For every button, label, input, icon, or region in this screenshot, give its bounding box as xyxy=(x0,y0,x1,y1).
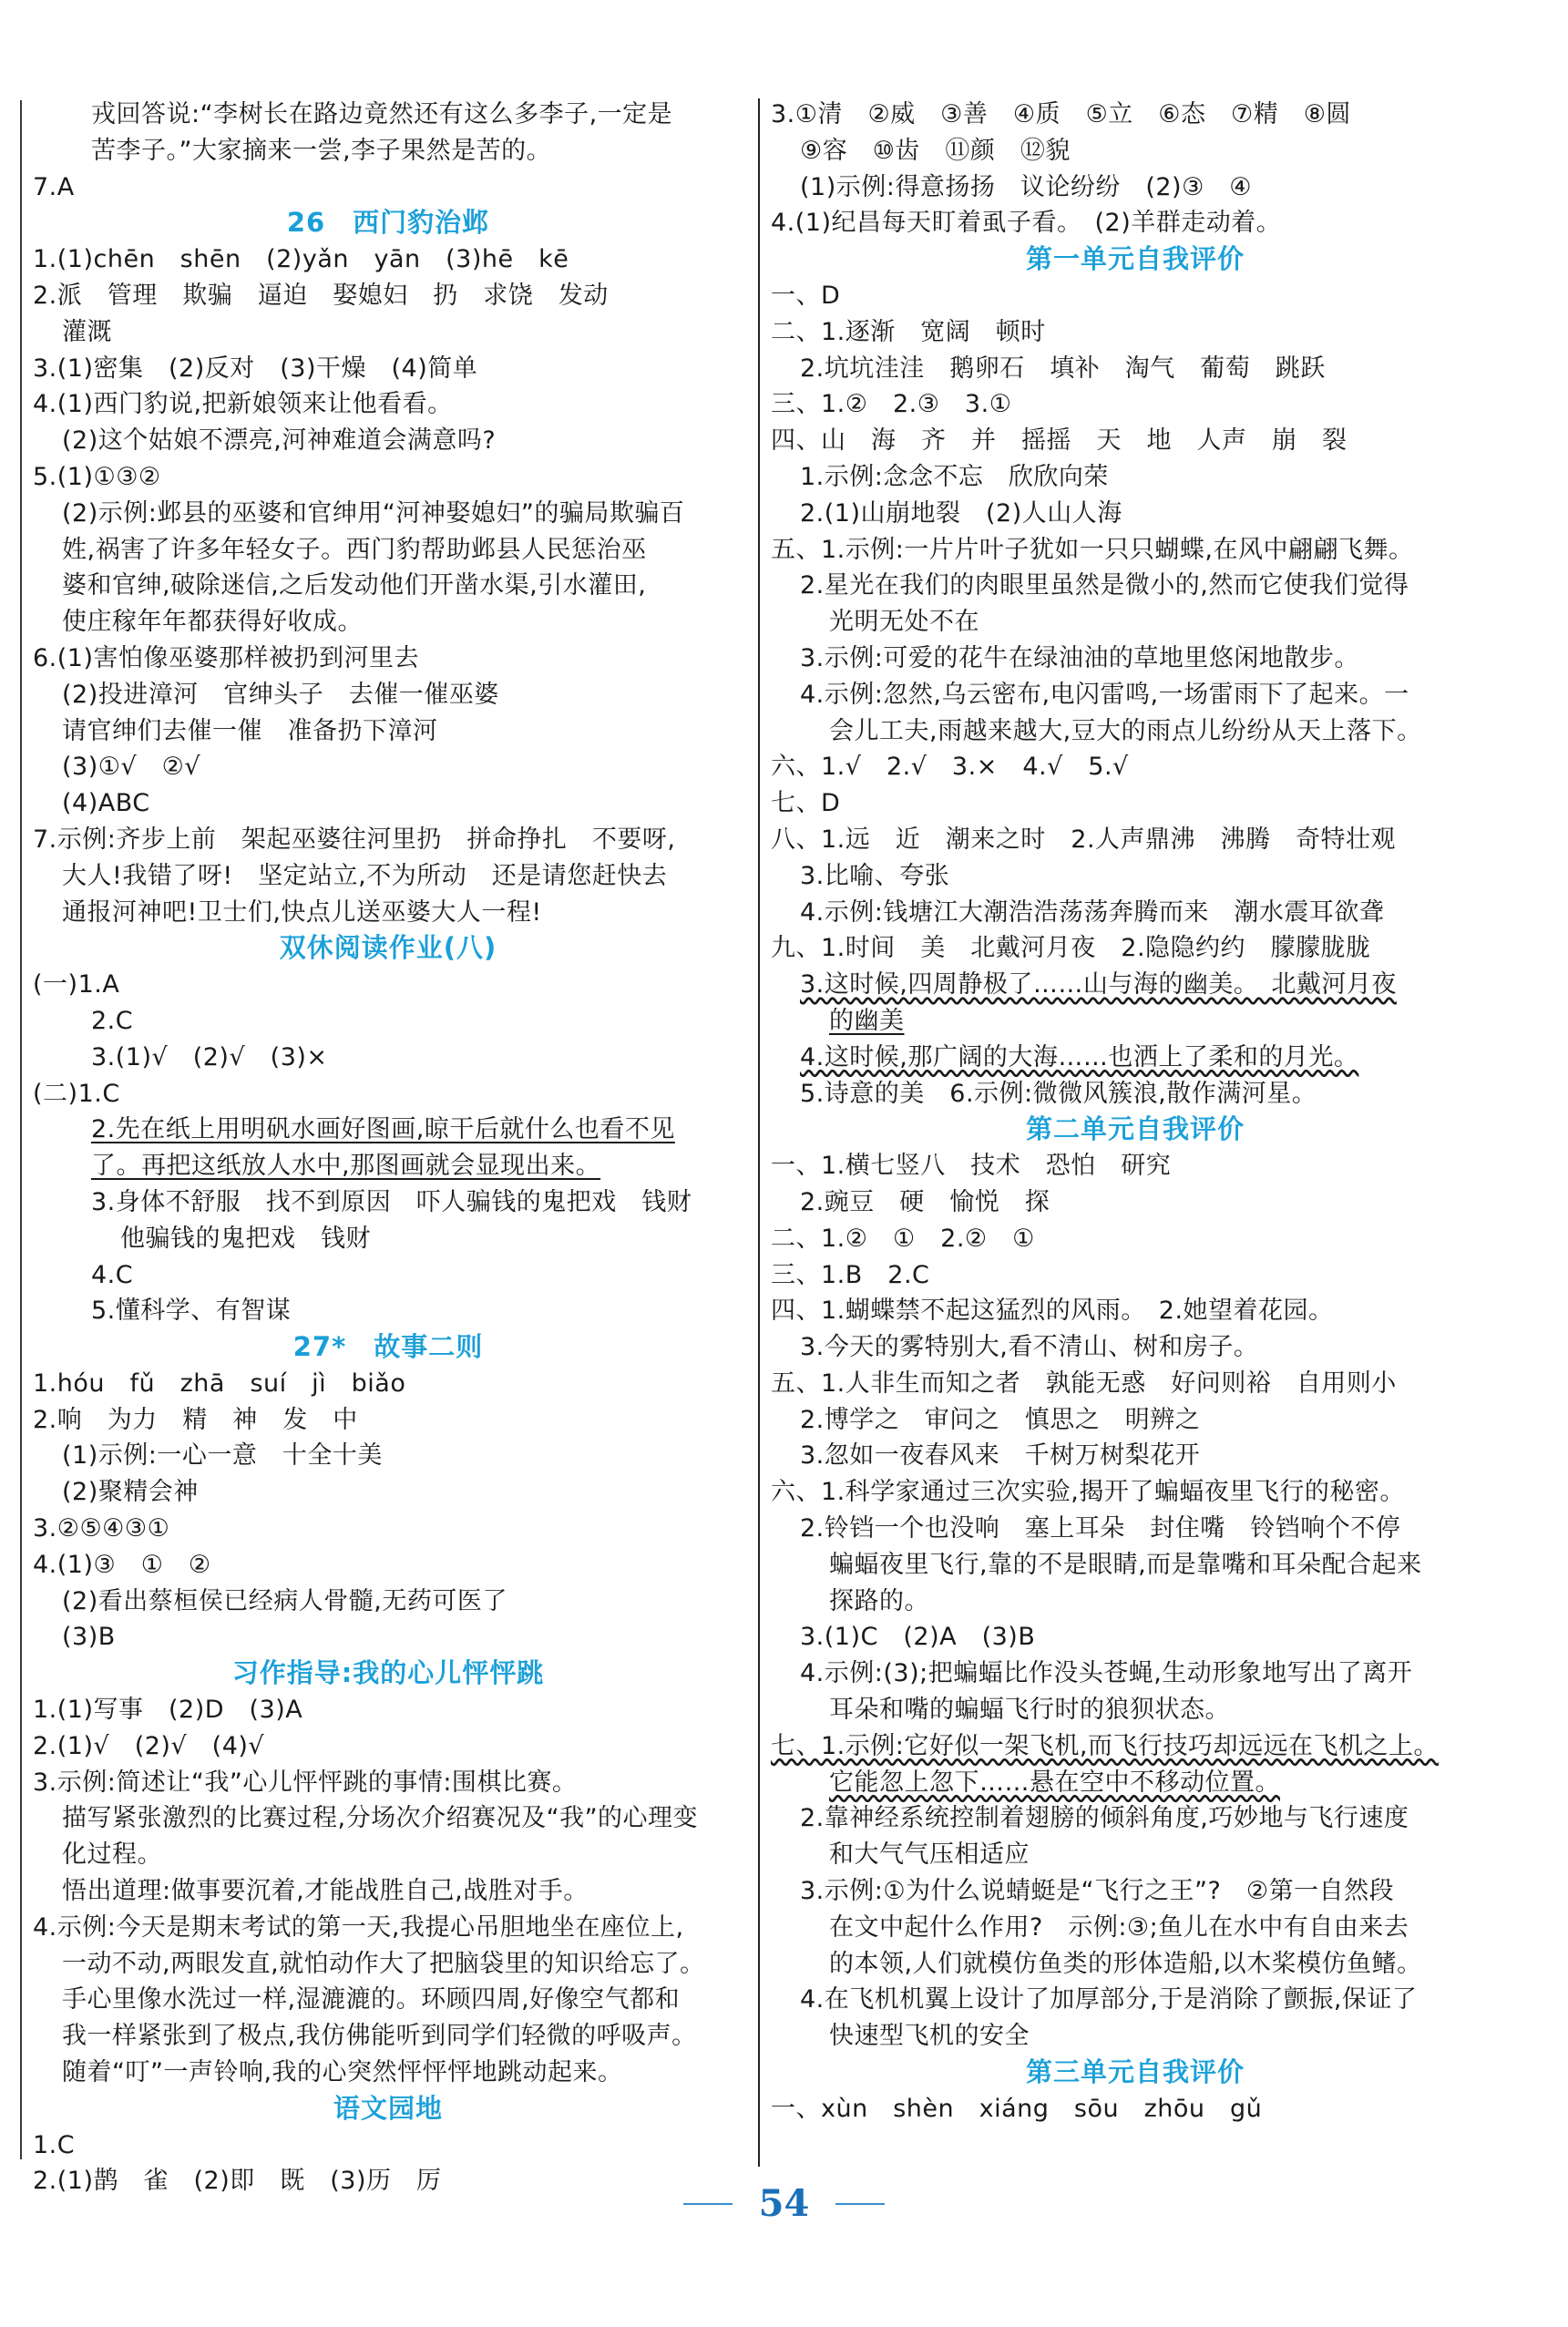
answer-line: 3.②⑤④③① xyxy=(33,1514,170,1543)
answer-line: 会儿工夫,雨越来越大,豆大的雨点儿纷纷从天上落下。 xyxy=(829,716,1422,745)
answer-line: 7.示例:齐步上前 架起巫婆往河里扔 拼命挣扎 不要呀, xyxy=(33,825,676,854)
answer-line: 1.hóu fǔ zhā suí jì biǎo xyxy=(33,1369,406,1398)
answer-line: 2.靠神经系统控制着翅膀的倾斜角度,巧妙地与飞行速度 xyxy=(800,1804,1409,1833)
answer-line: 六、1.科学家通过三次实验,揭开了蝙蝠夜里飞行的秘密。 xyxy=(771,1478,1405,1507)
answer-line: 5.懂科学、有智谋 xyxy=(91,1297,292,1326)
section-heading: 语文园地 xyxy=(333,2092,443,2124)
answer-line: 大人!我错了呀! 坚定站立,不为所动 还是请您赶快去 xyxy=(62,861,668,890)
answer-line: 3.①清 ②威 ③善 ④质 ⑤立 ⑥态 ⑦精 ⑧圆 xyxy=(771,100,1351,128)
answer-line: 2.C xyxy=(91,1006,134,1035)
page-footer xyxy=(0,2182,1568,2237)
answer-line: 苦李子。”大家摘来一尝,李子果然是苦的。 xyxy=(91,136,552,165)
answer-line: 3.示例:简述让“我”心儿怦怦跳的事情:围棋比赛。 xyxy=(33,1768,578,1797)
answer-line: 悟出道理:做事要沉着,才能战胜自己,战胜对手。 xyxy=(62,1877,589,1906)
answer-line: 2.豌豆 硬 愉悦 探 xyxy=(800,1187,1050,1216)
answer-line: 3.身体不舒服 找不到原因 吓人骗钱的鬼把戏 钱财 xyxy=(91,1187,692,1216)
answer-line: 六、1.√ 2.√ 3.× 4.√ 5.√ xyxy=(771,753,1129,782)
answer-line: 2.坑坑洼洼 鹅卵石 填补 淘气 葡萄 跳跃 xyxy=(800,354,1326,383)
answer-line: 耳朵和嘴的蝙蝠飞行时的狼狈状态。 xyxy=(829,1696,1230,1725)
answer-line: 八、1.远 近 潮来之时 2.人声鼎沸 沸腾 奇特壮观 xyxy=(771,825,1397,854)
answer-line: 通报河神吧!卫士们,快点儿送巫婆大人一程! xyxy=(62,897,542,927)
answer-line: 4.(1)纪昌每天盯着虱子看。 (2)羊群走动着。 xyxy=(771,209,1282,238)
right-column xyxy=(771,97,1500,2127)
answer-line: 3.忽如一夜春风来 千树万树梨花开 xyxy=(800,1441,1201,1471)
answer-line: 三、1.B 2.C xyxy=(771,1260,930,1289)
answer-line: (1)示例:一心一意 十全十美 xyxy=(62,1441,383,1471)
answer-line: 2.星光在我们的肉眼里虽然是微小的,然而它使我们觉得 xyxy=(800,571,1409,600)
answer-line: 3.比喻、夸张 xyxy=(800,861,950,890)
answer-line: 3.(1)√ (2)√ (3)× xyxy=(91,1042,328,1071)
answer-line: 2.铃铛一个也没响 塞上耳朵 封住嘴 铃铛响个不停 xyxy=(800,1514,1401,1543)
section-heading: 第三单元自我评价 xyxy=(1025,2056,1245,2088)
answer-line: 它能忽上忽下……悬在空中不移动位置。 xyxy=(829,1768,1280,1797)
answer-line: 的幽美 xyxy=(829,1006,905,1035)
answer-line: 三、1.② 2.③ 3.① xyxy=(771,390,1012,419)
footer-left-dash xyxy=(683,2203,733,2205)
section-heading: 27* 故事二则 xyxy=(292,1331,484,1363)
answer-line: 3.示例:可爱的花牛在绿油油的草地里悠闲地散步。 xyxy=(800,643,1359,672)
answer-line: 探路的。 xyxy=(829,1586,929,1615)
answer-line: 4.在飞机机翼上设计了加厚部分,于是消除了颤振,保证了 xyxy=(800,1985,1418,2014)
answer-line: 手心里像水洗过一样,湿漉漉的。环顾四周,好像空气都和 xyxy=(62,1985,681,2014)
answer-line: 五、1.人非生而知之者 孰能无惑 好问则裕 自用则小 xyxy=(771,1369,1397,1398)
answer-line: 3.这时候,四周静极了……山与海的幽美。 北戴河月夜 xyxy=(800,970,1397,999)
section-heading: 第一单元自我评价 xyxy=(1025,243,1245,275)
answer-line: 4.C xyxy=(91,1260,134,1289)
answer-line: 6.(1)害怕像巫婆那样被扔到河里去 xyxy=(33,643,420,672)
answer-line: 2.派 管理 欺骗 逼迫 娶媳妇 扔 求饶 发动 xyxy=(33,281,609,310)
answer-line: 3.(1)C (2)A (3)B xyxy=(800,1623,1036,1652)
section-heading: 第二单元自我评价 xyxy=(1025,1113,1245,1145)
answer-line: 请官绅们去催一催 准备扔下漳河 xyxy=(62,716,438,745)
answer-line: 四、1.蝴蝶禁不起这猛烈的风雨。 2.她望着花园。 xyxy=(771,1297,1334,1326)
section-heading: 双休阅读作业(八) xyxy=(279,932,497,964)
answer-line: 五、1.示例:一片片叶子犹如一只只蝴蝶,在风中翩翩飞舞。 xyxy=(771,535,1414,564)
answer-line: 他骗钱的鬼把戏 钱财 xyxy=(120,1224,371,1253)
answer-line: 2.(1)√ (2)√ (4)√ xyxy=(33,1731,265,1760)
answer-line: 1.(1)写事 (2)D (3)A xyxy=(33,1696,303,1725)
answer-line: 和大气气压相适应 xyxy=(829,1840,1030,1870)
answer-line: 随着“叮”一声铃响,我的心突然怦怦怦地跳动起来。 xyxy=(62,2058,623,2087)
left-column xyxy=(33,97,743,2199)
section-heading: 习作指导:我的心儿怦怦跳 xyxy=(231,1657,545,1689)
answer-line: 4.示例:(3);把蝙蝠比作没头苍蝇,生动形象地写出了离开 xyxy=(800,1659,1413,1688)
answer-line: 4.这时候,那广阔的大海……也洒上了柔和的月光。 xyxy=(800,1042,1359,1071)
answer-line: 一、D xyxy=(771,281,841,310)
answer-line: 我一样紧张到了极点,我仿佛能听到同学们轻微的呼吸声。 xyxy=(62,2022,697,2051)
answer-line: 在文中起什么作用? 示例:③;鱼儿在水中有自由来去 xyxy=(829,1912,1409,1942)
binding-edge-line xyxy=(20,100,22,2159)
answer-line: 1.C xyxy=(33,2130,76,2159)
answer-line: 2.响 为力 精 神 发 中 xyxy=(33,1405,358,1434)
answer-line: 姓,祸害了许多年轻女子。西门豹帮助邺县人民惩治巫 xyxy=(62,535,647,564)
answer-line: 二、1.② ① 2.② ① xyxy=(771,1224,1035,1253)
answer-line: 一、xùn shèn xiáng sōu zhōu gǔ xyxy=(771,2094,1263,2123)
answer-line: (2)投进漳河 官绅头子 去催一催巫婆 xyxy=(62,680,499,709)
answer-line: 光明无处不在 xyxy=(829,608,979,637)
answer-line: (2)这个姑娘不漂亮,河神难道会满意吗? xyxy=(62,426,497,456)
answer-line: 的本领,人们就模仿鱼类的形体造船,以木桨模仿鱼鳍。 xyxy=(829,1949,1422,1978)
answer-line: 一、1.横七竖八 技术 恐怕 研究 xyxy=(771,1152,1172,1181)
answer-line: 4.(1)西门豹说,把新娘领来让他看看。 xyxy=(33,390,453,419)
answer-line: 4.示例:今天是期末考试的第一天,我提心吊胆地坐在座位上, xyxy=(33,1912,684,1942)
answer-line: 九、1.时间 美 北戴河月夜 2.隐隐约约 朦朦胧胧 xyxy=(771,934,1371,963)
answer-line: ⑨容 ⑩齿 ⑪颜 ⑫貌 xyxy=(800,136,1071,165)
answer-line: 蝙蝠夜里飞行,靠的不是眼睛,而是靠嘴和耳朵配合起来 xyxy=(829,1550,1422,1579)
answer-line: 3.今天的雾特别大,看不清山、树和房子。 xyxy=(800,1333,1259,1362)
answer-line: 2.博学之 审问之 慎思之 明辨之 xyxy=(800,1405,1201,1434)
answer-line: 灌溉 xyxy=(62,317,112,346)
answer-line: 七、D xyxy=(771,789,841,818)
answer-line: 二、1.逐渐 宽阔 顿时 xyxy=(771,317,1046,346)
answer-line: (2)聚精会神 xyxy=(62,1478,199,1507)
footer-right-dash xyxy=(835,2203,885,2205)
answer-line: 了。再把这纸放人水中,那图画就会显现出来。 xyxy=(91,1152,601,1181)
answer-line: 7.A xyxy=(33,172,75,201)
answer-line: 4.示例:钱塘江大潮浩浩荡荡奔腾而来 潮水震耳欲聋 xyxy=(800,897,1385,927)
column-divider xyxy=(758,98,760,2167)
answer-line: 使庄稼年年都获得好收成。 xyxy=(62,608,363,637)
answer-line: 2.(1)鹊 雀 (2)即 既 (3)历 厉 xyxy=(33,2167,442,2196)
answer-line: 4.(1)③ ① ② xyxy=(33,1550,211,1579)
answer-line: 2.先在纸上用明矾水画好图画,晾干后就什么也看不见 xyxy=(91,1115,675,1144)
answer-line: 3.(1)密集 (2)反对 (3)干燥 (4)简单 xyxy=(33,354,478,383)
answer-line: 婆和官绅,破除迷信,之后发动他们开凿水渠,引水灌田, xyxy=(62,571,647,600)
answer-line: 5.诗意的美 6.示例:微微风簇浪,散作满河星。 xyxy=(800,1079,1317,1108)
answer-line: 四、山 海 齐 并 摇摇 天 地 人声 崩 裂 xyxy=(771,426,1348,456)
answer-line: 2.(1)山崩地裂 (2)人山人海 xyxy=(800,498,1122,528)
answer-line: 化过程。 xyxy=(62,1840,162,1870)
answer-line: (3)B xyxy=(62,1623,116,1652)
answer-line: (2)看出蔡桓侯已经病人骨髓,无药可医了 xyxy=(62,1586,507,1615)
answer-line: (4)ABC xyxy=(62,789,150,818)
answer-line: 5.(1)①③② xyxy=(33,462,161,491)
answer-line: 3.示例:①为什么说蜻蜓是“飞行之王”? ②第一自然段 xyxy=(800,1877,1395,1906)
answer-line: (2)示例:邺县的巫婆和官绅用“河神娶媳妇”的骗局欺骗百 xyxy=(62,498,685,528)
answer-line: 1.示例:念念不忘 欣欣向荣 xyxy=(800,462,1109,491)
answer-line: 4.示例:忽然,乌云密布,电闪雷鸣,一场雷雨下了起来。一 xyxy=(800,680,1409,709)
answer-line: 描写紧张激烈的比赛过程,分场次介绍赛况及“我”的心理变 xyxy=(62,1804,699,1833)
answer-line: 1.(1)chēn shēn (2)yǎn yān (3)hē kē xyxy=(33,245,569,274)
answer-line: (3)①√ ②√ xyxy=(62,753,201,782)
answer-line: 戎回答说:“李树长在路边竟然还有这么多李子,一定是 xyxy=(91,100,673,128)
answer-line: 快速型飞机的安全 xyxy=(829,2022,1030,2051)
answer-line: 一动不动,两眼发直,就怕动作大了把脑袋里的知识给忘了。 xyxy=(62,1949,705,1978)
page-number: 54 xyxy=(758,2182,810,2225)
answer-line: (1)示例:得意扬扬 议论纷纷 (2)③ ④ xyxy=(800,172,1252,201)
answer-line: (一)1.A xyxy=(33,970,120,999)
answer-line: (二)1.C xyxy=(33,1079,120,1108)
answer-line: 七、1.示例:它好似一架飞机,而飞行技巧却远远在飞机之上。 xyxy=(771,1731,1439,1760)
section-heading: 26 西门豹治邺 xyxy=(286,207,490,239)
